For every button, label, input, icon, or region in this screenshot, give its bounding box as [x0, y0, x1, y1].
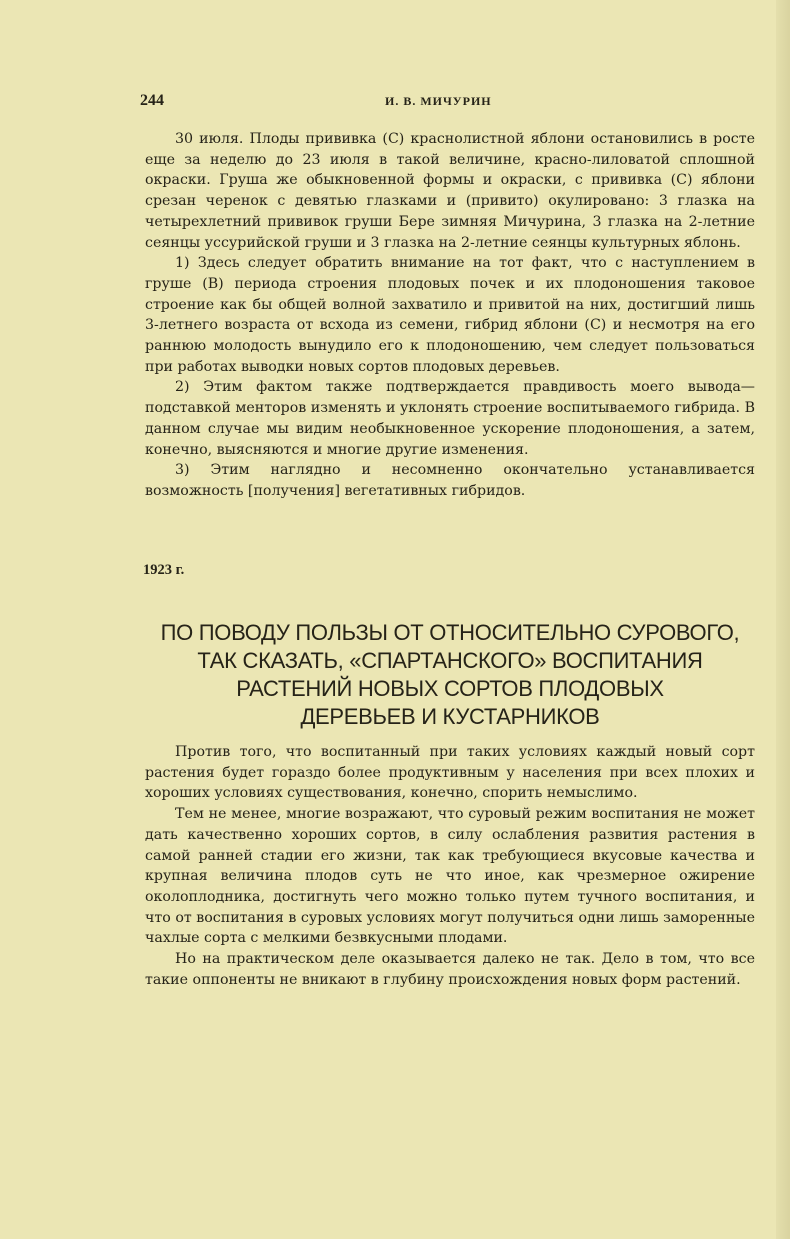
article-body	[145, 742, 755, 990]
paragraph: Против того, что воспитанный при таких условиях каждый новый сорт растения будет гораздо более продуктивным у населения при всех плохих и хороших условиях существования, конечно, спорить немыслимо.	[145, 744, 755, 802]
diary-entry-text	[145, 129, 755, 502]
article-title	[140, 619, 760, 731]
title-line: ДЕРЕВЬЕВ И КУСТАРНИКОВ	[300, 704, 600, 729]
page-header	[140, 92, 760, 114]
paragraph: 1) Здесь следует обратить внимание на тот факт, что с наступлением в груше (B) периода строения плодовых почек и их плодоношения таковое строение как бы общей волной захватило и привитой на них, достигший лишь 3-летнего возраста от всхода из семени, гибрид яблони (C) и несмотря на его раннюю молодость вынудило его к плодоношению, чем следует пользоваться при работах выводки новых сортов плодовых деревьев.	[145, 255, 755, 375]
page-edge-shadow	[776, 0, 790, 1239]
page-number: 244	[140, 92, 164, 109]
paragraph: Тем не менее, многие возражают, что суровый режим воспитания не может дать качественно хороших сортов, в силу ослабления развития растения в самой ранней стадии его жизни, так как требующиеся вкусовые качества и крупная величина плодов суть не что иное, как чрезмерное ожирение околоплодника, достигнуть чего можно только путем тучного воспитания, и что от воспитания в суровых условиях могут получиться одни лишь заморенные чахлые сорта с мелкими безвкусными плодами.	[145, 806, 755, 947]
title-line: РАСТЕНИЙ НОВЫХ СОРТОВ ПЛОДОВЫХ	[236, 676, 664, 701]
title-line: ПО ПОВОДУ ПОЛЬЗЫ ОТ ОТНОСИТЕЛЬНО СУРОВОГО,	[160, 620, 740, 645]
title-line: ТАК СКАЗАТЬ, «СПАРТАНСКОГО» ВОСПИТАНИЯ	[197, 648, 703, 673]
date-signature: 1923 г.	[143, 562, 185, 578]
paragraph: 3) Этим наглядно и несомненно окончательно устанавливается возможность [получения] вегетативных гибридов.	[145, 462, 755, 499]
running-head: И. В. МИЧУРИН	[385, 94, 492, 108]
paragraph: 30 июля. Плоды прививка (C) краснолистной яблони остановились в росте еще за неделю до 23 июля в такой величине, красно-лиловатой сплошной окраски. Груша же обыкновенной формы и окраски, с прививка (C) яблони срезан черенок с девятью глазками и (привито) окулировано: 3 глазка на четырехлетний прививок груши Бере зимняя Мичурина, 3 глазка на 2-летние сеянцы уссурийской груши и 3 глазка на 2-летние сеянцы культурных яблонь.	[145, 131, 755, 251]
paragraph: 2) Этим фактом также подтверждается правдивость моего вывода— подставкой менторов изменять и уклонять строение воспитываемого гибрида. В данном случае мы видим необыкновенное ускорение плодоношения, а затем, конечно, выясняются и многие другие изменения.	[145, 379, 755, 458]
paragraph: Но на практическом деле оказывается далеко не так. Дело в том, что все такие оппоненты не вникают в глубину происхождения новых форм растений.	[145, 951, 755, 988]
